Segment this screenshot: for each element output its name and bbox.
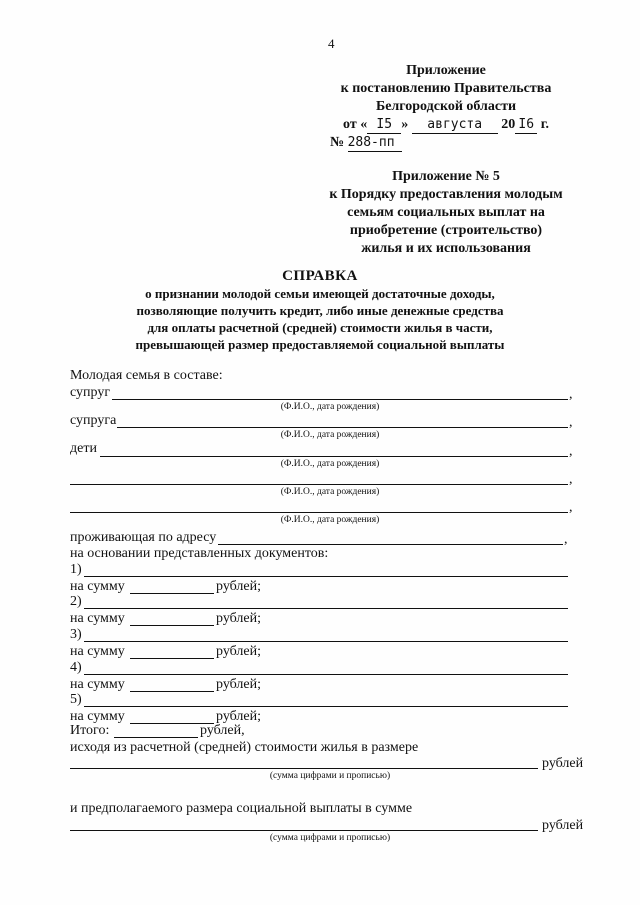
fio-caption: (Ф.И.О., дата рождения): [280, 402, 380, 412]
fio-caption: (Ф.И.О., дата рождения): [280, 487, 380, 497]
number-prefix: №: [330, 135, 345, 150]
page-number: 4: [328, 36, 335, 51]
document-title: [60, 268, 580, 353]
cost-label: исходя из расчетной (средней) стоимости жилья в размере: [70, 740, 419, 755]
comma: ,: [564, 532, 568, 547]
spouse-m-label: супруг: [70, 385, 111, 400]
sum-caption: (сумма цифрами и прописью): [269, 833, 391, 843]
total-field[interactable]: [114, 721, 198, 738]
comma: ,: [569, 500, 573, 515]
child-1-field[interactable]: [100, 440, 568, 457]
fio-caption: (Ф.И.О., дата рождения): [280, 459, 380, 469]
title-sub-1: о признании молодой семьи имеющей достаточные доходы,: [145, 286, 495, 301]
cost-field[interactable]: [70, 752, 538, 769]
appendix-line-1: Приложение № 5: [392, 169, 500, 184]
date-year-suffix: I6: [515, 116, 537, 134]
title-sub-3: для оплаты расчетной (средней) стоимости жилья в части,: [147, 320, 493, 335]
rub-label: рублей;: [216, 579, 261, 594]
sum-label: на сумму: [70, 644, 125, 659]
doc-2-field[interactable]: [84, 592, 568, 609]
total-label: Итого:: [70, 723, 110, 738]
doc-2-sum-field[interactable]: [130, 609, 214, 626]
header-line-3: Белгородской области: [375, 99, 517, 114]
title-sub-2: позволяющие получить кредит, либо иные денежные средства: [136, 303, 504, 318]
children-label: дети: [70, 441, 97, 456]
comma: ,: [569, 444, 573, 459]
number-value: 288-пп: [348, 134, 402, 152]
sum-caption: (сумма цифрами и прописью): [269, 771, 391, 781]
comma: ,: [569, 472, 573, 487]
header-line-2: к постановлению Правительства: [340, 81, 552, 96]
child-2-field[interactable]: [70, 468, 568, 485]
rub-label: рублей;: [216, 644, 261, 659]
doc-number-2: 2): [70, 594, 82, 609]
doc-3-sum-field[interactable]: [130, 642, 214, 659]
fio-caption: (Ф.И.О., дата рождения): [280, 515, 380, 525]
header-number: [330, 134, 402, 152]
appendix-line-3: семьям социальных выплат на: [347, 205, 545, 220]
sum-label: на сумму: [70, 611, 125, 626]
child-3-field[interactable]: [70, 496, 568, 513]
spouse-m-field[interactable]: [112, 383, 568, 400]
doc-number-3: 3): [70, 627, 82, 642]
doc-number-1: 1): [70, 562, 82, 577]
family-intro: Молодая семья в составе:: [70, 368, 223, 383]
comma: ,: [569, 387, 573, 402]
rub-label: рублей;: [216, 677, 261, 692]
spouse-f-label: супруга: [70, 413, 117, 428]
rub-plain-label: рублей: [542, 756, 584, 771]
date-prefix: от «: [343, 117, 368, 132]
date-month: августа: [412, 116, 498, 134]
sum-label: на сумму: [70, 709, 125, 724]
doc-number-4: 4): [70, 660, 82, 675]
doc-number-5: 5): [70, 692, 82, 707]
sum-label: на сумму: [70, 677, 125, 692]
subsidy-label: и предполагаемого размера социальной выплаты в сумме: [70, 801, 413, 816]
date-suffix: г.: [540, 117, 549, 132]
doc-4-field[interactable]: [84, 658, 568, 675]
rub-label: рублей;: [216, 611, 261, 626]
doc-1-field[interactable]: [84, 560, 568, 577]
date-mid: »: [401, 117, 409, 132]
appendix-line-5: жилья и их использования: [361, 241, 531, 256]
address-field[interactable]: [218, 528, 563, 545]
comma: ,: [569, 415, 573, 430]
sum-label: на сумму: [70, 579, 125, 594]
fio-caption: (Ф.И.О., дата рождения): [280, 430, 380, 440]
spouse-f-field[interactable]: [117, 411, 568, 428]
header-date: [310, 116, 582, 134]
rub-plain-label: рублей: [542, 818, 584, 833]
title-main: СПРАВКА: [282, 268, 358, 284]
rub-label: рублей;: [216, 709, 261, 724]
docs-label: на основании представленных документов:: [70, 546, 329, 561]
appendix-line-2: к Порядку предоставления молодым: [329, 187, 563, 202]
doc-3-field[interactable]: [84, 625, 568, 642]
appendix-line-4: приобретение (строительство): [349, 223, 543, 238]
header-line-1: Приложение: [406, 63, 486, 78]
total-rub-label: рублей,: [200, 723, 245, 738]
subsidy-field[interactable]: [70, 814, 538, 831]
date-day: I5: [367, 116, 401, 134]
doc-5-field[interactable]: [84, 690, 568, 707]
address-label: проживающая по адресу: [70, 530, 217, 545]
date-year-prefix: 20: [501, 117, 516, 132]
title-sub-4: превышающей размер предоставляемой социальной выплаты: [135, 337, 505, 352]
